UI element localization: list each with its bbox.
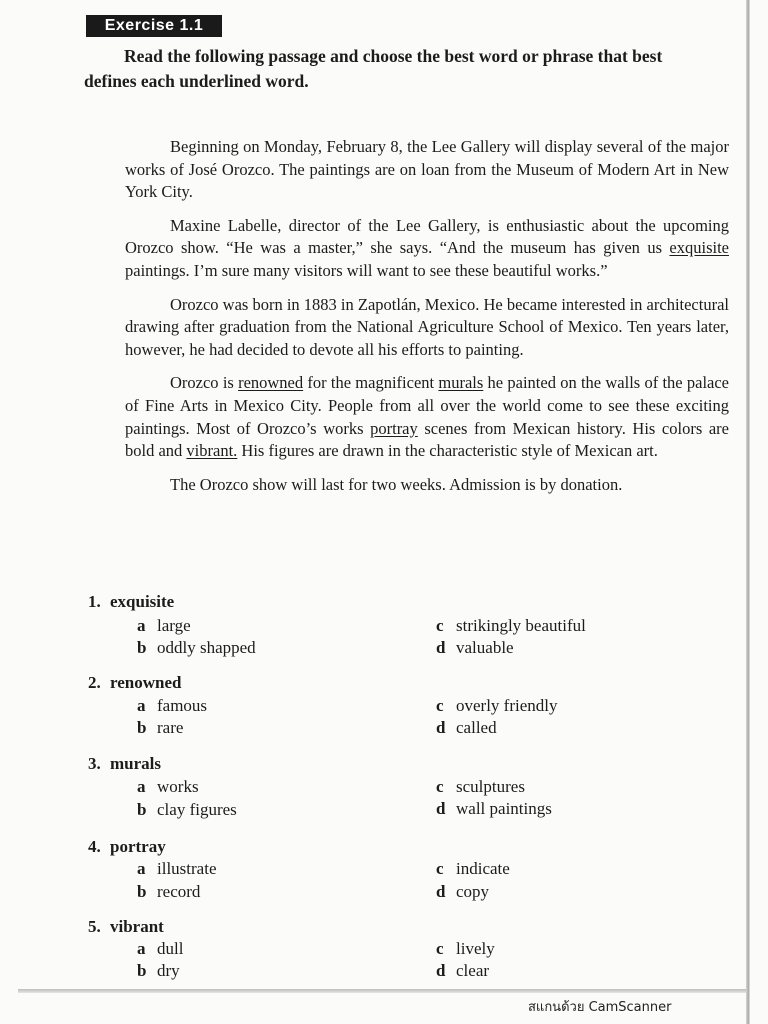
question-word: vibrant — [110, 917, 164, 936]
paragraph-5: The Orozco show will last for two weeks. Admission is by donation. — [170, 474, 623, 494]
option-letter: d — [436, 638, 446, 657]
option-letter: a — [137, 777, 146, 796]
option-a[interactable] — [137, 777, 199, 797]
option-c[interactable] — [436, 777, 525, 797]
paragraph-4-text-5: His figures are drawn in the characteristic style of Mexican art. — [237, 441, 658, 461]
paragraph-4-text-4: scenes from Mexican history. His colors are bold and — [125, 418, 729, 461]
option-letter: a — [137, 696, 146, 715]
option-b[interactable] — [137, 800, 237, 820]
option-c[interactable] — [436, 939, 495, 959]
option-d[interactable] — [436, 638, 514, 658]
instructions-line-1: Read the following passage and choose the best word or phrase that best — [124, 46, 663, 66]
option-b[interactable] — [137, 882, 200, 902]
paragraph-3: Orozco was born in 1883 in Zapotlán, Mexico. He became interested in architectural drawing after graduation from the National Agriculture School of Mexico. Ten years later, however, he had decided to devote all his efforts to painting. — [125, 294, 729, 359]
option-text: dull — [157, 939, 184, 958]
paragraph-4 — [125, 372, 729, 462]
option-text: illustrate — [157, 859, 217, 878]
option-letter: a — [137, 939, 146, 958]
instructions-line-2: defines each underlined word. — [84, 71, 309, 91]
paragraph-2 — [125, 215, 729, 283]
paragraph-2-text-a: Maxine Labelle, director of the Lee Gallery, is enthusiastic about the upcoming Orozco show. “He was a master,” she says. “And the museum has given us — [125, 215, 729, 258]
underlined-word-portray: portray — [370, 418, 418, 438]
option-a[interactable] — [137, 696, 207, 716]
option-text: record — [157, 882, 201, 901]
question-word: murals — [110, 754, 161, 773]
option-letter: a — [137, 859, 146, 878]
option-letter: b — [137, 800, 147, 819]
option-d[interactable] — [436, 882, 489, 902]
option-letter: d — [436, 882, 446, 901]
option-text: indicate — [456, 859, 510, 878]
option-d[interactable] — [436, 799, 552, 819]
page-bottom-edge — [18, 989, 746, 993]
option-a[interactable] — [137, 939, 183, 959]
option-d[interactable] — [436, 961, 489, 981]
underlined-word-exquisite: exquisite — [669, 238, 729, 258]
question-number: 1. — [88, 592, 101, 611]
option-text: strikingly beautiful — [456, 616, 586, 635]
option-b[interactable] — [137, 718, 183, 738]
option-text: called — [456, 718, 497, 737]
option-text: clear — [456, 961, 490, 980]
option-a[interactable] — [137, 616, 191, 636]
underlined-word-vibrant: vibrant. — [186, 441, 238, 461]
exercise-badge: Exercise 1.1 — [86, 15, 222, 37]
option-letter: d — [436, 799, 446, 818]
option-text: clay figures — [157, 800, 237, 819]
option-text: lively — [456, 939, 495, 958]
paragraph-4-text-3: he painted on the walls of the palace of Fine Arts in Mexico City. People from all over the world come to see these exciting paintings. Most of Orozco’s works — [125, 373, 729, 438]
page-edge-shadow — [746, 0, 750, 1024]
option-a[interactable] — [137, 859, 216, 879]
option-text: works — [157, 777, 199, 796]
option-letter: d — [436, 718, 446, 737]
option-text: oddly shapped — [157, 638, 256, 657]
paragraph-4-text-1: Orozco is — [170, 373, 239, 393]
option-letter: c — [436, 939, 444, 958]
option-letter: b — [137, 961, 147, 980]
option-d[interactable] — [436, 718, 497, 738]
reading-passage — [125, 136, 729, 507]
option-text: overly friendly — [456, 696, 558, 715]
question-word: exquisite — [110, 592, 175, 611]
option-text: wall paintings — [456, 799, 552, 818]
paragraph-4-text-2: for the magnificent — [303, 373, 439, 393]
option-letter: b — [137, 718, 147, 737]
option-letter: d — [436, 961, 446, 980]
question-number: 2. — [88, 673, 101, 692]
question-word: renowned — [110, 673, 182, 692]
option-letter: c — [436, 616, 444, 635]
option-letter: c — [436, 859, 444, 878]
option-c[interactable] — [436, 616, 586, 636]
option-b[interactable] — [137, 961, 180, 981]
option-letter: b — [137, 882, 147, 901]
option-b[interactable] — [137, 638, 256, 658]
option-text: large — [157, 616, 191, 635]
underlined-word-murals: murals — [438, 373, 484, 393]
option-letter: b — [137, 638, 147, 657]
paragraph-2-text-b: paintings. I’m sure many visitors will want to see these beautiful works.” — [125, 260, 608, 280]
question-number: 5. — [88, 917, 101, 936]
option-text: valuable — [456, 638, 514, 657]
underlined-word-renowned: renowned — [238, 373, 304, 393]
option-text: dry — [157, 961, 180, 980]
option-text: sculptures — [456, 777, 525, 796]
option-c[interactable] — [436, 696, 558, 716]
option-letter: c — [436, 777, 444, 796]
question-number: 3. — [88, 754, 101, 773]
option-text: copy — [456, 882, 490, 901]
instructions — [84, 44, 734, 94]
question-word: portray — [110, 837, 166, 856]
paragraph-1: Beginning on Monday, February 8, the Lee Gallery will display several of the major works of José Orozco. The paintings are on loan from the Museum of Modern Art in New York City. — [125, 137, 729, 202]
option-c[interactable] — [436, 859, 510, 879]
camscanner-watermark: สแกนด้วย CamScanner — [528, 1000, 672, 1015]
option-letter: c — [436, 696, 444, 715]
question-number: 4. — [88, 837, 101, 856]
option-text: rare — [157, 718, 184, 737]
option-text: famous — [157, 696, 208, 715]
option-letter: a — [137, 616, 146, 635]
